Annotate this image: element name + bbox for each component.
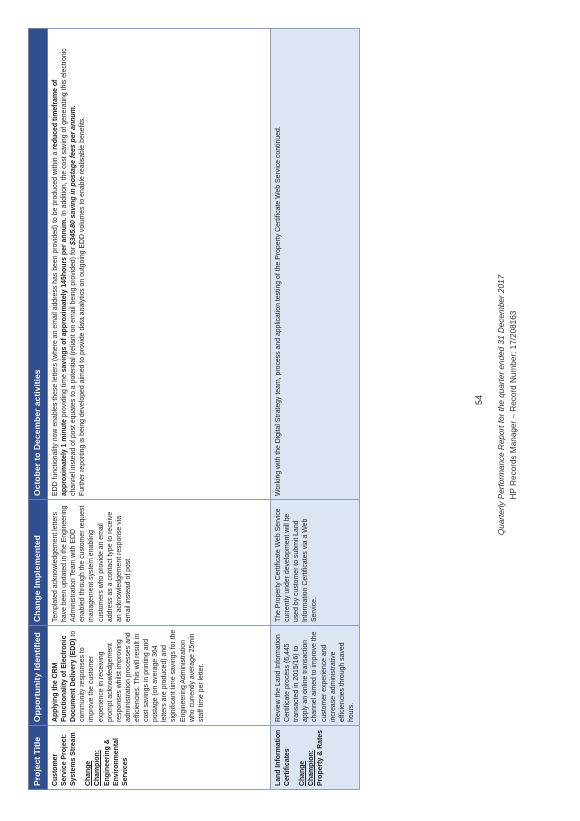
activities-paragraph-2: Further reporting is being developed aimed to provide data analytics on outgoing EDD volumes to enable realisable benefits. [79, 116, 87, 496]
change-cell: Templated acknowledgement letters have been updated in the Engineering Administration Team with EDD enabled through the customer request management system enabling customers who provide an email address as a contact type to receive an acknowledgement response via email instead of post [48, 500, 271, 626]
header-project-title: Project Title [29, 726, 48, 790]
change-champion: Engineering & Environmental Services [103, 738, 129, 786]
footer-record-number: HP Records Manager – Record Number: 17/208163 [508, 310, 518, 500]
table-header-row [29, 29, 48, 790]
text-run-bold-italic: $345.80 saving in postage fees per annum. [70, 105, 78, 246]
project-title: Customer Service Project: [52, 733, 69, 786]
project-title-cell [48, 726, 271, 790]
activities-paragraph [51, 32, 78, 496]
header-opportunity-identified: Opportunity Identified [29, 626, 48, 726]
page-number: 54 [474, 394, 484, 405]
project-title: Land Information Certificates [275, 729, 292, 786]
rotated-page [0, 16, 540, 800]
text-run: EDD functionality now enables these letters (where an email address has been provided) to be produced within a [52, 149, 59, 496]
change-champion: Property & Rates [317, 730, 325, 786]
projects-table [28, 28, 360, 790]
project-title-cell [271, 726, 360, 790]
text-run: In addition, the cost saving of generating this electronic channel instead of post equates to a potential (reliant on email being provided) for [61, 48, 78, 496]
activities-cell [48, 29, 271, 500]
opportunity-lead: Applying the CRM Functionality of Electronic Document Delivery (EDD) [52, 635, 78, 722]
text-run-bold: savings of approximately 145hours per annum. [61, 217, 69, 373]
change-champion-label: Change Champion: [299, 750, 316, 786]
text-run-bold: reduced timeframe of approximately 1 minute [52, 79, 69, 496]
change-champion-label: Change Champion: [85, 750, 102, 786]
table-row [48, 29, 271, 790]
opportunity-text: to community responses to improve the customer experience in receiving prompt acknowledgement responses whilst improving administration processes and efficiencies. This will result in cost savings in printing and postage (on average 364 letters are produced) and significant time savings for the Engineering Administration who currently average 25min staff time per letter. [70, 629, 205, 722]
opportunity-cell [48, 626, 271, 726]
page-footer [496, 220, 520, 590]
header-oct-dec-activities: October to December activities [29, 29, 48, 500]
opportunity-cell: Review the Land Information Certificate process (6,445 transacted in 2015/16) to apply an online transaction channel aimed to improve the customer experience and increase administrative efficiencies through saved hours. [271, 626, 360, 726]
change-cell: The Property Certificate Web Service currently under development will be used by customer to submit Land Information Certificates via a Web Service. [271, 500, 360, 626]
activities-cell: Working with the Digital Strategy team, process and application testing of the Property Certificate Web Service continued. [271, 29, 360, 500]
project-subtitle: Systems Stream [70, 732, 78, 786]
footer-report-title: Quarterly Performance Report for the quarter ended 31 December 2017 [497, 274, 506, 536]
text-run: providing time [61, 372, 69, 420]
table-row [271, 29, 360, 790]
header-change-implemented: Change Implemented [29, 500, 48, 626]
